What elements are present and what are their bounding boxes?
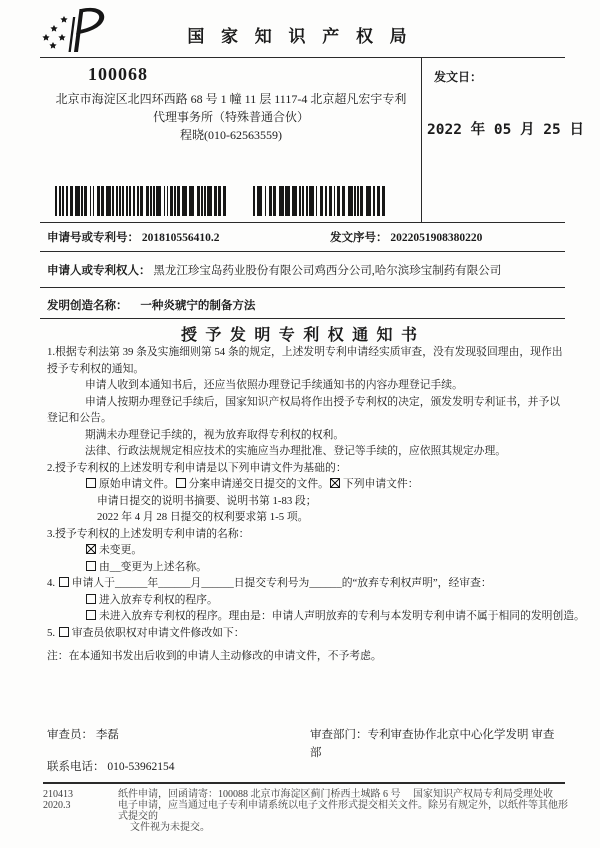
- body-text: 申请人按期办理登记手续后，国家知识产权局将作出授予专利权的决定，颁发发明专利证书，并予以登记和公告。: [47, 395, 561, 424]
- application-number-value: 201810556410.2: [141, 232, 220, 244]
- footer-form-codes: [43, 789, 73, 811]
- checkbox-empty-icon: [86, 594, 96, 604]
- body-text: 未进入放弃专利权的程序。理由是：申请人声明放弃的专利与本发明专利申请不属于相同的发明创造。: [99, 610, 585, 622]
- department-label: 审查部门：: [310, 729, 368, 741]
- body-text: 期满未办理登记手续的，视为放弃取得专利权的权利。: [85, 428, 345, 441]
- body-paragraph: [47, 526, 569, 543]
- serial-number-row: [330, 229, 482, 245]
- invention-title-value: 一种炎琥宁的制备方法: [140, 300, 256, 312]
- address-line-3: 程晓(010-62563559): [180, 128, 282, 142]
- body-text: 法律、行政法规规定相应技术的实施应当办理批准、登记等手续的，应依照其规定办理。: [85, 445, 507, 457]
- barcode-left: [55, 186, 230, 216]
- body-paragraph: [47, 542, 569, 559]
- body-paragraph: [47, 344, 569, 377]
- body-paragraph: [47, 625, 569, 642]
- body-text: 申请日提交的说明书摘要、说明书第 1-83 段；: [97, 494, 317, 507]
- body-text: 进入放弃专利权的程序。: [99, 593, 218, 606]
- address-line-1: 北京市海淀区北四环西路 68 号 1 幢 11 层 1117-4 北京超凡宏宇专利: [55, 92, 407, 106]
- application-number-row: [47, 229, 220, 245]
- invention-row: [47, 297, 255, 313]
- divider: [40, 222, 565, 223]
- recipient-address: [48, 90, 414, 144]
- body-text: 未变更。: [99, 544, 143, 556]
- body-text: 下列申请文件：: [342, 478, 419, 490]
- footer-code-2: 2020.3: [43, 800, 71, 811]
- body-paragraph: [47, 476, 569, 493]
- applicant-row: [47, 262, 501, 278]
- body-paragraph: [47, 575, 569, 592]
- body-paragraph: [47, 559, 569, 576]
- divider: [40, 287, 565, 288]
- phone-value: 010-53962154: [107, 761, 175, 773]
- examiner-label: 审查员：: [47, 729, 93, 741]
- invention-title-label: 发明创造名称：: [47, 300, 128, 312]
- serial-number-value: 2022051908380220: [390, 232, 483, 244]
- checkbox-empty-icon: [86, 478, 96, 488]
- application-number-label: 申请号或专利号：: [47, 232, 139, 244]
- address-line-2: 代理事务所（特殊普通合伙）: [152, 110, 309, 124]
- body-text: 由__变更为上述名称。: [99, 560, 207, 573]
- department-row: [310, 726, 560, 762]
- body-text: 4.: [47, 577, 58, 589]
- footer-divider: [43, 782, 565, 784]
- document-title: 授 予 发 明 专 利 权 通 知 书: [180, 327, 419, 344]
- serial-number-label: 发文序号：: [330, 232, 388, 244]
- dispatch-box-divider: [421, 57, 422, 223]
- checkbox-empty-icon: [59, 577, 69, 587]
- body-text: 1.根据专利法第 39 条及实施细则第 54 条的规定，上述发明专利申请经实质审查，没有发现驳回理由，现作出授予专利权的通知。: [47, 346, 563, 375]
- body-text: 申请人收到本通知书后，还应当依照办理登记手续通知书的内容办理登记手续。: [85, 379, 463, 391]
- body-text: 5.: [47, 626, 58, 639]
- header-divider: [40, 57, 565, 58]
- footer-line-3: 文件视为未提交。: [130, 822, 210, 833]
- phone-label: 联系电话：: [47, 761, 105, 773]
- checkbox-checked-icon: [86, 544, 96, 554]
- divider: [40, 318, 565, 319]
- body-paragraph: [47, 427, 569, 444]
- footer-instructions: [118, 789, 568, 833]
- department-value: 专利审查协作北京中心化学发明 审查部: [310, 729, 555, 759]
- body-paragraph: [47, 608, 585, 625]
- body-paragraph: [47, 509, 569, 526]
- body-text: 分案申请递交日提交的文件。: [188, 478, 329, 490]
- barcode-right: [253, 186, 390, 216]
- body-paragraph: [47, 493, 569, 510]
- checkbox-checked-icon: [330, 478, 340, 488]
- checkbox-empty-icon: [86, 561, 96, 571]
- checkbox-empty-icon: [59, 627, 69, 637]
- recipient-postcode: 100068: [88, 64, 148, 84]
- examiner-name: 李磊: [95, 729, 119, 741]
- body-text: 2.授予专利权的上述发明专利申请是以下列申请文件为基础的：: [47, 461, 347, 474]
- body-text: 2022 年 4 月 28 日提交的权利要求第 1-5 项。: [97, 511, 309, 523]
- agency-title: 国 家 知 识 产 权 局: [187, 27, 413, 46]
- note-line: 注：在本通知书发出后收到的申请人主动修改的申请文件，不予考虑。: [47, 650, 382, 662]
- footer-code-1: 210413: [43, 789, 73, 800]
- body-paragraph: [47, 443, 569, 460]
- body-text: 申请人于______年______月______日提交专利号为______的“放弃专利权声明”，经审查：: [71, 577, 492, 589]
- checkbox-empty-icon: [176, 478, 186, 488]
- applicant-value: 黑龙江珍宝岛药业股份有限公司鸡西分公司,哈尔滨珍宝制药有限公司: [153, 265, 502, 277]
- body-text: 审查员依职权对申请文件修改如下：: [71, 626, 245, 639]
- footer-line-2: 电子申请，应当通过电子专利申请系统以电子文件形式提交相关文件。除另有规定外，以纸件等其他形式提交的: [118, 800, 568, 822]
- body-paragraph: [47, 460, 569, 477]
- dispatch-date-label: 发文日：: [434, 70, 483, 84]
- divider: [40, 251, 565, 252]
- body-paragraph: [47, 592, 569, 609]
- examiner-row: [47, 726, 119, 742]
- body-text: 原始申请文件。: [99, 478, 175, 490]
- phone-row: [47, 758, 174, 774]
- applicant-label: 申请人或专利权人：: [47, 265, 151, 277]
- body-text: 3.授予专利权的上述发明专利申请的名称：: [47, 527, 250, 540]
- body-paragraph: [47, 394, 569, 427]
- checkbox-empty-icon: [86, 610, 96, 620]
- body-paragraph: [47, 377, 569, 394]
- dispatch-date-value: 2022 年 05 月 25 日: [427, 122, 584, 138]
- footer-line-1: 纸件申请，回函请寄：100088 北京市海淀区蓟门桥西土城路 6 号 国家知识产权局专利局受理处收: [118, 789, 553, 800]
- body-paragraphs: [47, 344, 585, 641]
